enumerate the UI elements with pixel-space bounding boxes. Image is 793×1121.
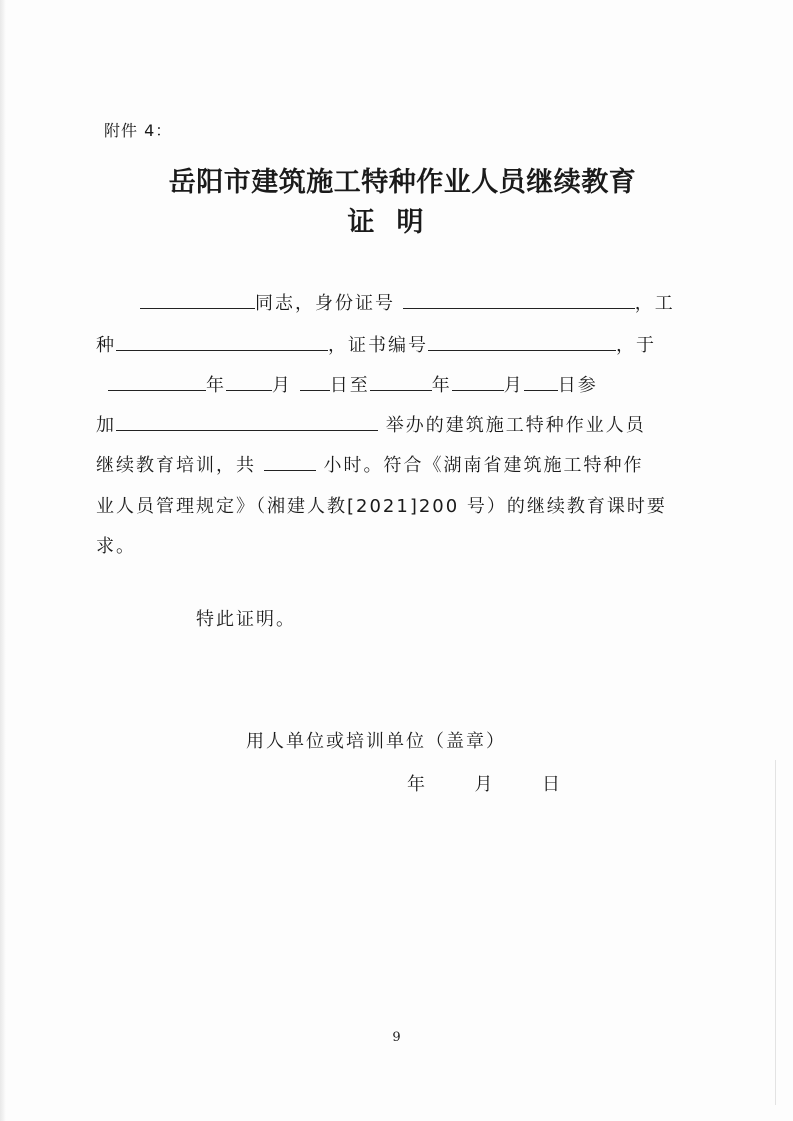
body-text: 年 — [431, 375, 452, 396]
body-line-2 — [96, 330, 656, 361]
body-line-3 — [108, 370, 598, 401]
body-line-6: 业人员管理规定》（湘建人教[2021]200 号）的继续教育课时要 — [96, 496, 667, 517]
body-text: 小时。符合《湖南省建筑施工特种作 — [323, 455, 644, 476]
body-text: 月 — [503, 375, 524, 396]
name-blank[interactable] — [140, 288, 255, 309]
start-month-blank[interactable] — [226, 370, 272, 391]
body-line-1 — [140, 288, 675, 319]
trade-blank[interactable] — [116, 330, 328, 351]
body-text: 加 — [96, 415, 116, 436]
document-subtitle: 证明 — [347, 207, 446, 238]
body-text: 继续教育培训，共 — [96, 455, 256, 476]
body-text: 年 — [206, 375, 226, 396]
scan-edge-right — [775, 760, 776, 1105]
body-text: 举办的建筑施工特种作业人员 — [385, 415, 646, 436]
end-year-blank[interactable] — [370, 370, 432, 391]
body-text: 月 — [272, 375, 292, 396]
document-title: 岳阳市建筑施工特种作业人员继续教育 — [168, 167, 637, 198]
certificate-number-blank[interactable] — [428, 330, 616, 351]
signature-date — [407, 770, 560, 796]
organizer-blank[interactable] — [116, 410, 378, 431]
start-day-blank[interactable] — [300, 370, 330, 391]
body-text: ，证书编号 — [328, 335, 428, 356]
body-text: 日至 — [329, 375, 370, 396]
hours-blank[interactable] — [264, 450, 316, 471]
body-line-5 — [96, 450, 643, 481]
body-text: ，工 — [634, 293, 675, 314]
body-line-7: 求。 — [96, 536, 136, 557]
signature-unit-label: 用人单位或培训单位（盖章） — [246, 731, 506, 752]
body-text: 同志，身份证号 — [255, 293, 395, 314]
id-number-blank[interactable] — [403, 288, 635, 309]
date-month-label: 月 — [474, 774, 493, 795]
body-text: 日参 — [557, 375, 598, 396]
body-line-4 — [96, 410, 646, 441]
body-text: 种 — [96, 335, 116, 356]
page-number: 9 — [392, 1030, 401, 1045]
date-day-label: 日 — [541, 774, 560, 795]
end-month-blank[interactable] — [452, 370, 504, 391]
attachment-label: 附件 4： — [104, 121, 173, 140]
closing-text: 特此证明。 — [196, 609, 296, 630]
end-day-blank[interactable] — [524, 370, 558, 391]
date-year-label: 年 — [407, 774, 425, 795]
start-year-blank[interactable] — [108, 370, 206, 391]
body-text: ，于 — [616, 335, 656, 356]
